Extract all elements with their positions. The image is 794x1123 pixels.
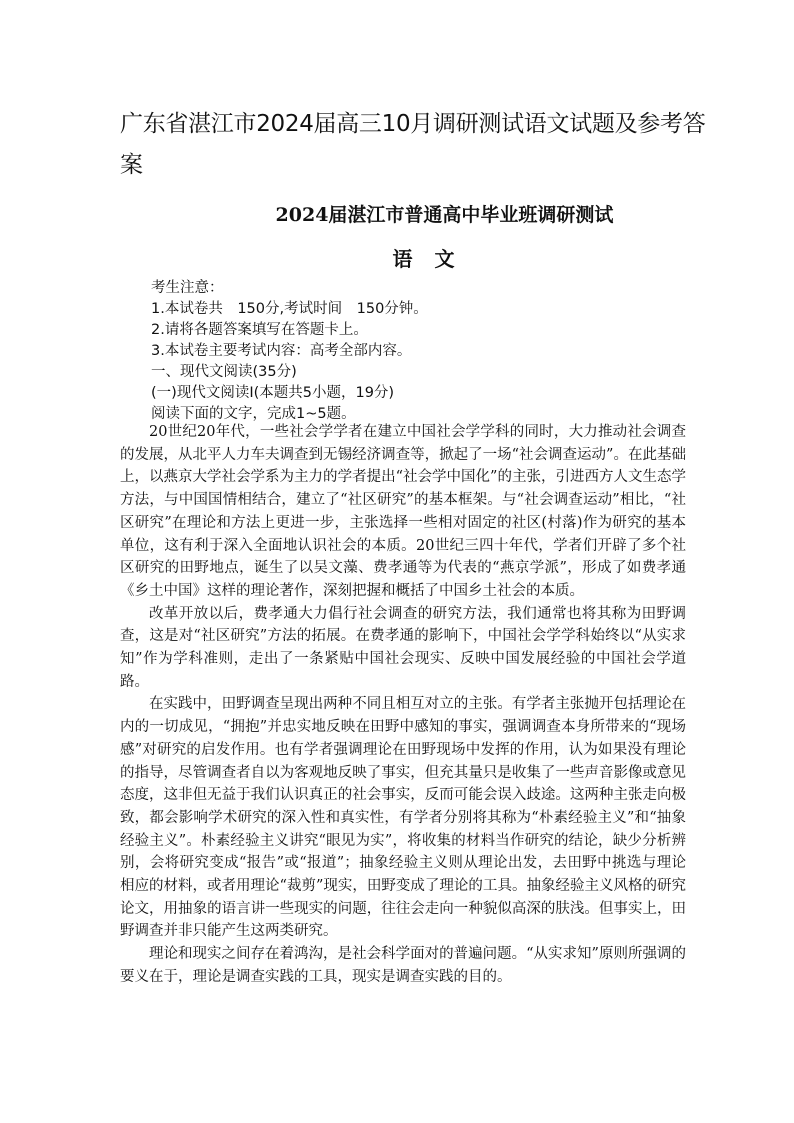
document-title: 广东省湛江市2024届高三10月调研测试语文试题及参考答案 bbox=[120, 111, 706, 178]
subsection-heading: (一)现代文阅读Ⅰ(本题共5小题，19分) bbox=[151, 385, 395, 401]
subject-title: 语文 bbox=[392, 247, 477, 271]
passage-paragraph: 改革开放以后，费孝通大力倡行社会调查的研究方法，我们通常也将其称为田野调查，这是对“社区研究”方法的拓展。在费孝通的影响下，中国社会学学科始终以“从实求知”作为学科准则，走出了一条紧贴中国社会现实、反映中国发展经验的中国社会学道路。 bbox=[120, 605, 686, 690]
passage-paragraph: 理论和现实之间存在着鸿沟，是社会科学面对的普遍问题。“从实求知”原则所强调的要义在于，理论是调查实践的工具，现实是调查实践的目的。 bbox=[120, 946, 686, 985]
passage-paragraph: 20世纪20年代，一些社会学学者在建立中国社会学学科的同时，大力推动社会调查的发展，从北平人力车夫调查到无锡经济调查等，掀起了一场“社会调查运动”。在此基础上，以燕京大学社会学系为主力的学者提出“社会学中国化”的主张，引进西方人文生态学方法，与中国国情相结合，建立了“社区研究”的基本框架。与“社会调查运动”相比，“社区研究”在理论和方法上更进一步，主张选择一些相对固定的社区(村落)作为研究的基本单位，这有利于深入全面地认识社会的本质。20世纪三四十年代，学者们开辟了多个社区研究的田野地点，诞生了以吴文藻、费孝通等为代表的“燕京学派”，形成了如费孝通《乡土中国》这样的理论著作，深刻把握和概括了中国乡土社会的本质。 bbox=[120, 424, 686, 599]
section-heading: 一、现代文阅读(35分) bbox=[151, 364, 297, 380]
reading-passage bbox=[120, 421, 686, 989]
exam-notes bbox=[151, 278, 711, 425]
passage-paragraph: 在实践中，田野调查呈现出两种不同且相互对立的主张。有学者主张抛开包括理论在内的一切成见，“拥抱”并忠实地反映在田野中感知的事实，强调调查本身所带来的“现场感”对研究的启发作用。也有学者强调理论在田野现场中发挥的作用，认为如果没有理论的指导，尽管调查者自以为客观地反映了事实，但充其量只是收集了一些声音影像或意见态度，这非但无益于我们认识真正的社会事实，反而可能会误入歧途。这两种主张走向极致，都会影响学术研究的深入性和真实性，有学者分别将其称为“朴素经验主义”和“抽象经验主义”。朴素经验主义讲究“眼见为实”，将收集的材料当作研究的结论，缺少分析辨别，会将研究变成“报告”或“报道”；抽象经验主义则从理论出发，去田野中挑选与理论相应的材料，或者用理论“裁剪”现实，田野变成了理论的工具。抽象经验主义风格的研究论文，用抽象的语言讲一些现实的问题，往往会走向一种貌似高深的肤浅。但事实上，田野调查并非只能产生这两类研究。 bbox=[120, 696, 686, 940]
reading-instruction: 阅读下面的文字，完成1~5题。 bbox=[151, 406, 356, 422]
note-item: 2.请将各题答案填写在答题卡上。 bbox=[151, 322, 368, 338]
note-item: 3.本试卷主要考试内容：高考全部内容。 bbox=[151, 343, 412, 359]
exam-title: 2024届湛江市普通高中毕业班调研测试 bbox=[275, 204, 614, 226]
note-item: 1.本试卷共 150分,考试时间 150分钟。 bbox=[151, 301, 428, 317]
notes-heading: 考生注意： bbox=[151, 280, 224, 296]
